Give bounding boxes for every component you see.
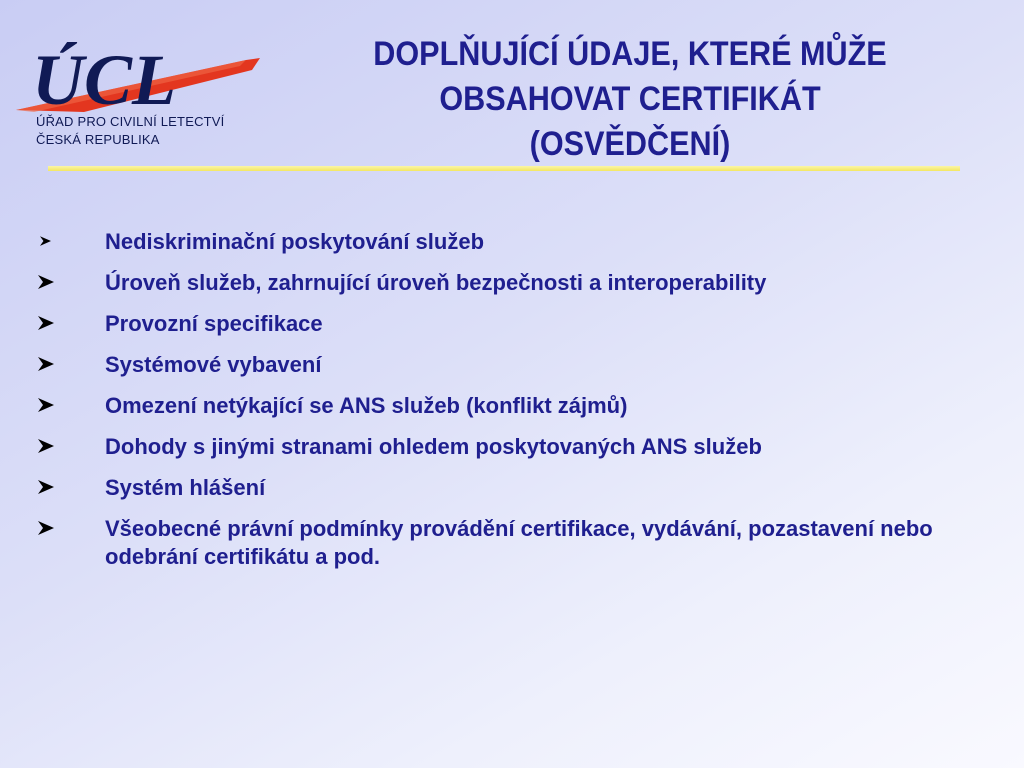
arrow-bullet-icon (38, 398, 54, 412)
title-divider (48, 166, 960, 171)
bullet-item (38, 269, 998, 297)
bullet-item (38, 392, 998, 420)
bullet-text: Omezení netýkající se ANS služeb (konflikt zájmů) (105, 393, 628, 418)
bullet-text: Nediskriminační poskytování služeb (105, 229, 485, 254)
bullet-text: Systémové vybavení (105, 352, 322, 377)
bullet-text: Systém hlášení (105, 475, 266, 500)
logo-text: ÚCL (32, 40, 176, 117)
arrow-bullet-icon (38, 521, 54, 535)
bullet-item (38, 515, 998, 571)
bullet-item (38, 433, 998, 461)
slide-title-line3: (OSVĚDČENÍ) (529, 125, 731, 163)
arrow-bullet-icon (38, 316, 54, 330)
bullet-text: Provozní specifikace (105, 311, 323, 336)
arrow-bullet-icon (38, 357, 54, 371)
arrow-bullet-icon (38, 480, 54, 494)
logo-subtitle-line1: ÚŘAD PRO CIVILNÍ LETECTVÍ (36, 114, 225, 129)
bullet-item (38, 228, 998, 256)
bullet-text: Dohody s jinými stranami ohledem poskytovaných ANS služeb (105, 434, 762, 459)
ucl-logo-mark (14, 22, 264, 117)
arrow-bullet-icon (38, 439, 54, 453)
slide-title-line1: DOPLŇUJÍCÍ ÚDAJE, KTERÉ MŮŽE (373, 35, 887, 73)
bullet-text: Úroveň služeb, zahrnující úroveň bezpečnosti a interoperability (105, 270, 767, 295)
logo-subtitle-line2: ČESKÁ REPUBLIKA (36, 132, 160, 147)
ucl-logo (14, 22, 264, 152)
arrow-bullet-icon (38, 275, 54, 289)
slide-title (315, 32, 945, 167)
bullet-text: Všeobecné právní podmínky provádění certifikace, vydávání, pozastavení nebo odebrání certifikátu a pod. (105, 516, 933, 569)
bullet-list (38, 228, 998, 584)
bullet-item (38, 351, 998, 379)
bullet-item (38, 310, 998, 338)
slide-title-line2: OBSAHOVAT CERTIFIKÁT (439, 80, 821, 118)
arrow-bullet-icon (40, 236, 51, 246)
bullet-item (38, 474, 998, 502)
